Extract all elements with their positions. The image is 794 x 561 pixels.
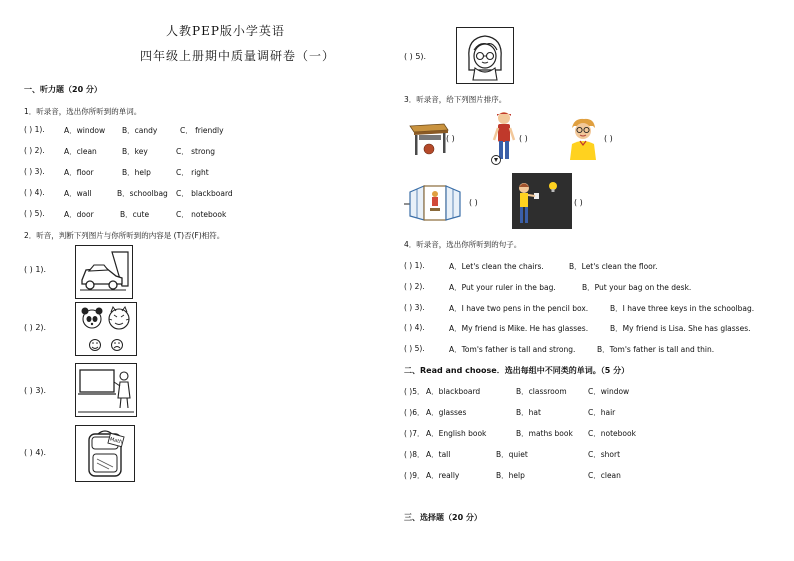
part2-item-9-b: B．help	[496, 471, 525, 480]
schoolbag-icon	[76, 426, 134, 481]
teacher-blackboard-icon	[76, 364, 136, 416]
q1-item-4-num: ( ) 4).	[24, 188, 45, 197]
q4-item-4-num: ( ) 4).	[404, 323, 425, 332]
part2-item-9-c: C．clean	[588, 471, 621, 480]
q1-item-2-b: B．key	[122, 147, 148, 156]
part2-item-5-b: B．classroom	[516, 387, 567, 396]
part1-heading: 一、听力题（20 分）	[24, 85, 102, 94]
part2-item-7-a: A．English book	[426, 429, 487, 438]
part2-item-8-num: ( )8．	[404, 450, 425, 459]
q1-item-5-num: ( ) 5).	[24, 209, 45, 218]
q1-item-4-c: C． blackboard	[176, 189, 233, 198]
q4-item-2-a: A．Put your ruler in the bag.	[449, 283, 556, 292]
boy-glasses-icon	[566, 116, 600, 162]
q2-item-3: ( ) 3).	[24, 386, 47, 395]
part2-item-7-c: C．notebook	[588, 429, 636, 438]
q1-item-5-c: C． notebook	[176, 210, 227, 219]
q4-item-5-a: A．Tom's father is tall and strong.	[449, 345, 576, 354]
q1-item-2-num: ( ) 2).	[24, 146, 45, 155]
part2-item-9-num: ( )9．	[404, 471, 425, 480]
q1-instruction: 1．听录音，选出你所听到的单词。	[24, 107, 142, 116]
part2-item-9-a: A．really	[426, 471, 460, 480]
q2-item-4: ( ) 4).	[24, 448, 47, 457]
open-window-icon	[404, 180, 466, 226]
boy-light-switch-icon	[512, 173, 572, 229]
q2-item-2: ( ) 2).	[24, 323, 47, 332]
q4-item-1-b: B．Let's clean the floor.	[569, 262, 658, 271]
q4-item-2-b: B．Put your bag on the desk.	[582, 283, 692, 292]
q1-item-3-b: B．help	[122, 168, 151, 177]
q1-item-1-c: C． friendly	[180, 126, 224, 135]
q1-item-2-a: A．clean	[64, 147, 97, 156]
part2-item-8-b: B．quiet	[496, 450, 528, 459]
q1-item-1-a: A．window	[64, 126, 106, 135]
q4-item-5-num: ( ) 5).	[404, 344, 425, 353]
q2-instruction: 2．听音，判断下列图片与你所听到的内容是 (T)否(F)相符。	[24, 231, 225, 240]
title-line-1: 人教PEP版小学英语	[166, 24, 285, 38]
q3-blank-3: ( )	[604, 134, 613, 143]
q1-item-5-a: A．door	[64, 210, 94, 219]
q3-blank-2: ( )	[519, 134, 528, 143]
q1-item-4-a: A．wall	[64, 189, 92, 198]
q4-item-3-a: A．I have two pens in the pencil box.	[449, 304, 589, 313]
animals-picture	[75, 302, 137, 356]
q3-instruction: 3．听录音，给下列图片排序。	[404, 95, 507, 104]
girl-glasses-picture	[456, 27, 514, 84]
part2-item-7-num: ( )7．	[404, 429, 425, 438]
boy-ball-icon	[490, 110, 518, 166]
girl-with-glasses-icon	[457, 28, 513, 83]
q1-item-1-b: B．candy	[122, 126, 158, 135]
q3-blank-4: ( )	[469, 198, 478, 207]
q4-item-4-a: A．My friend is Mike. He has glasses.	[449, 324, 589, 333]
q1-item-5-b: B．cute	[120, 210, 150, 219]
q3-blank-5: ( )	[574, 198, 583, 207]
part2-item-6-a: A．glasses	[426, 408, 467, 417]
part2-item-6-c: C．hair	[588, 408, 616, 417]
q4-item-3-num: ( ) 3).	[404, 303, 425, 312]
math-book-label: Math	[109, 436, 123, 446]
q1-item-2-c: C． strong	[176, 147, 215, 156]
part2-item-6-num: ( )6．	[404, 408, 425, 417]
q3-blank-1: ( )	[446, 134, 455, 143]
q4-item-4-b: B．My friend is Lisa. She has glasses.	[610, 324, 751, 333]
q4-item-5-b: B．Tom's father is tall and thin.	[597, 345, 715, 354]
q1-item-4-b: B．schoolbag	[117, 189, 168, 198]
part2-item-8-c: C．short	[588, 450, 621, 459]
part2-item-5-c: C．window	[588, 387, 630, 396]
q4-item-1-a: A．Let's clean the chairs.	[449, 262, 544, 271]
q1-item-3-a: A．floor	[64, 168, 94, 177]
part2-item-8-a: A．tall	[426, 450, 451, 459]
car-picture	[75, 245, 133, 299]
part2-heading: 二、Read and choose．选出每组中不同类的单词。（5 分）	[404, 366, 630, 375]
title-line-2: 四年级上册期中质量调研卷（一）	[140, 49, 336, 63]
q1-item-1-num: ( ) 1).	[24, 125, 45, 134]
part2-item-5-a: A．blackboard	[426, 387, 481, 396]
blackboard-picture	[75, 363, 137, 417]
schoolbag-picture	[75, 425, 135, 482]
part2-item-6-b: B．hat	[516, 408, 541, 417]
q2-item-5: ( ) 5).	[404, 52, 427, 61]
q4-instruction: 4．听录音，选出你所听到的句子。	[404, 240, 522, 249]
car-icon	[76, 246, 132, 298]
panda-tiger-faces-icon	[76, 303, 136, 355]
part2-item-5-num: ( )5．	[404, 387, 425, 396]
q4-item-3-b: B．I have three keys in the schoolbag.	[610, 304, 755, 313]
part3-heading: 三、选择题（20 分）	[404, 513, 482, 522]
q4-item-1-num: ( ) 1).	[404, 261, 425, 270]
part2-item-7-b: B．maths book	[516, 429, 573, 438]
q4-item-2-num: ( ) 2).	[404, 282, 425, 291]
desk-ball-icon	[408, 118, 450, 158]
q2-item-1: ( ) 1).	[24, 265, 47, 274]
q1-item-3-c: C． right	[176, 168, 209, 177]
q1-item-3-num: ( ) 3).	[24, 167, 45, 176]
